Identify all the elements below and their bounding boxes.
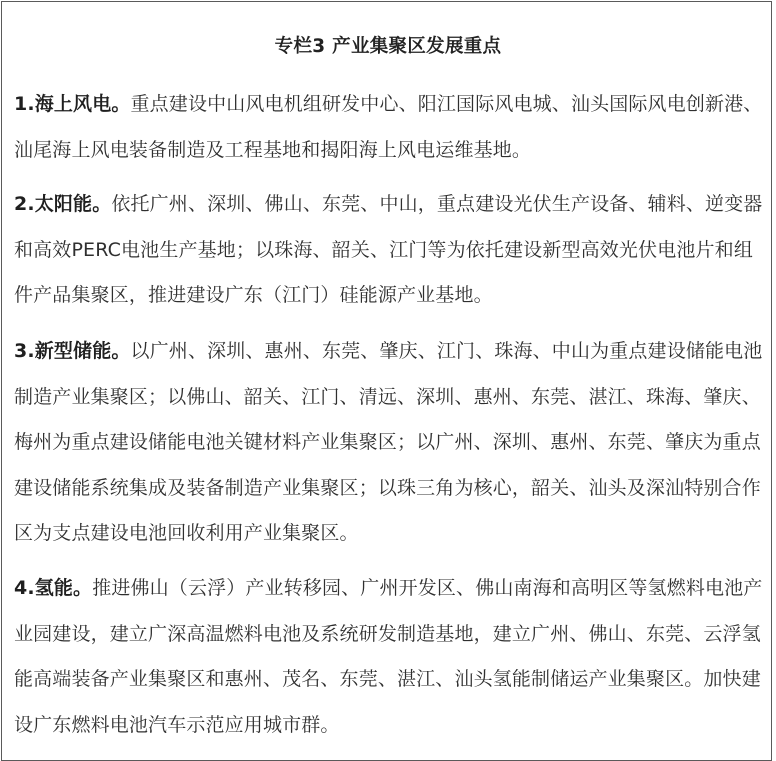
section-heading: 3.新型储能。 (14, 340, 131, 362)
section-body: 推进佛山（云浮）产业转移园、广州开发区、佛山南海和高明区等氢燃料电池产业园建设，建立广深高温燃料电池及系统研发制造基地，建立广州、佛山、东莞、云浮氢能高端装备产业集聚区和惠州、茂名、东莞、湛江、汕头氢能制储运产业集聚区。加快建设广东燃料电池汽车示范应用城市群。 (14, 577, 763, 736)
section-hydrogen (14, 566, 766, 748)
section-body: 依托广州、深圳、佛山、东莞、中山，重点建设光伏生产设备、辅料、逆变器和高效PERC电池生产基地；以珠海、韶关、江门等为依托建设新型高效光伏电池片和组件产品集聚区，推进建设广东（江门）硅能源产业基地。 (14, 193, 763, 306)
section-heading: 2.太阳能。 (14, 193, 112, 215)
section-body: 重点建设中山风电机组研发中心、阳江国际风电城、汕头国际风电创新港、汕尾海上风电装备制造及工程基地和揭阳海上风电运维基地。 (14, 93, 763, 161)
section-heading: 1.海上风电。 (14, 93, 131, 115)
section-solar (14, 182, 766, 319)
section-energy-storage (14, 329, 766, 557)
section-body: 以广州、深圳、惠州、东莞、肇庆、江门、珠海、中山为重点建设储能电池制造产业集聚区；以佛山、韶关、江门、清远、深圳、惠州、东莞、湛江、珠海、肇庆、梅州为重点建设储能电池关键材料产业集聚区；以广州、深圳、惠州、东莞、肇庆为重点建设储能系统集成及装备制造产业集聚区；以珠三角为核心，韶关、汕头及深汕特别合作区为支点建设电池回收利用产业集聚区。 (14, 340, 763, 544)
column-title: 专栏3 产业集聚区发展重点 (274, 36, 502, 57)
section-offshore-wind (14, 82, 766, 173)
section-heading: 4.氢能。 (14, 577, 93, 599)
